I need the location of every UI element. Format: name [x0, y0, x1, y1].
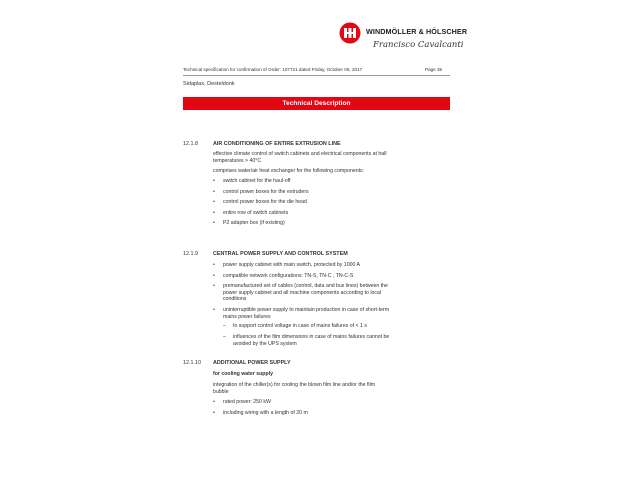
bullet-icon: •: [213, 209, 215, 216]
section-12-1-10: 12.1.10 ADDITIONAL POWER SUPPLY for cooling water supply integration of the chiller(s) for cooling the blown film line and/or the film bubble • rated power: 250 kW • including wiring with a length of 20 m: [183, 360, 411, 420]
bullet-icon: •: [213, 272, 215, 279]
intro-line: bubble: [213, 388, 229, 395]
bullet-icon: •: [213, 399, 215, 405]
bullet-icon: •: [213, 283, 215, 289]
intro-line: effective climate control of switch cabinets and electrical components at hall: [213, 151, 387, 157]
spec-line: Technical specification for confirmation of Order: 107721 dated Friday, October 06, 2017: [183, 67, 363, 72]
bullet-icon: •: [213, 220, 215, 226]
section-12-1-9: 12.1.9 CENTRAL POWER SUPPLY AND CONTROL SYSTEM • power supply cabinet with main switch, protected by 1000 A • compatible network configurations: TN-S, TN-C , TN-C-S • premanufactured set of cables (control, data and bus lines) between the power supply cabinet and all machine components according to local conditions • uninterruptible power supply to maintain production in case of short-term mains power failures – to support control voltage in case of mains failures of < 1 s – influences of the film dimensions in case of mains failures cannot be avoided by the UPS system: [183, 251, 390, 347]
section-banner: Technical Description: [183, 97, 450, 110]
brand-name: WINDMÖLLER & HÖLSCHER: [366, 27, 468, 36]
bullet-icon: •: [213, 199, 215, 205]
lead-line: comprises water/air heat exchanger for the following components:: [213, 168, 365, 174]
customer-name: Sidaplax, Desteldonk: [183, 81, 235, 87]
bullet-icon: •: [213, 188, 215, 195]
intro-line: integration of the chiller(s) for cooling the blown film line and/or the film: [213, 382, 376, 388]
bullet-icon: •: [213, 307, 215, 313]
section-title: CENTRAL POWER SUPPLY AND CONTROL SYSTEM: [213, 251, 348, 257]
wh-logo-icon: [339, 22, 361, 44]
bullet-icon: •: [213, 409, 215, 416]
section-title: AIR CONDITIONING OF ENTIRE EXTRUSION LINE: [213, 141, 341, 147]
section-number: 12.1.9: [183, 251, 198, 257]
intro-line: temperatures > 40°C: [213, 157, 262, 164]
section-12-1-8: 12.1.8 AIR CONDITIONING OF ENTIRE EXTRUSION LINE effective climate control of switch cabinets and electrical components at hall temperatures > 40°C comprises water/air heat exchanger for the following components: • switch cabinet for the haul-off • control power boxes for the extruders • control power boxes for the die head • entire row of switch cabinets • P2 adapter box (if existing): [183, 141, 411, 231]
header-rule: [183, 75, 450, 76]
section-subtitle: for cooling water supply: [213, 371, 273, 377]
section-number: 12.1.8: [183, 141, 198, 147]
page-number: Page 35: [425, 67, 443, 72]
dash-icon: –: [223, 323, 226, 329]
section-title: ADDITIONAL POWER SUPPLY: [213, 360, 291, 366]
bullet-icon: •: [213, 262, 215, 268]
company-logo: [339, 22, 479, 58]
section-number: 12.1.10: [183, 360, 201, 366]
brand-signature: Francisco Cavalcanti: [373, 40, 464, 50]
dash-icon: –: [223, 334, 226, 340]
bullet-icon: •: [213, 178, 215, 184]
